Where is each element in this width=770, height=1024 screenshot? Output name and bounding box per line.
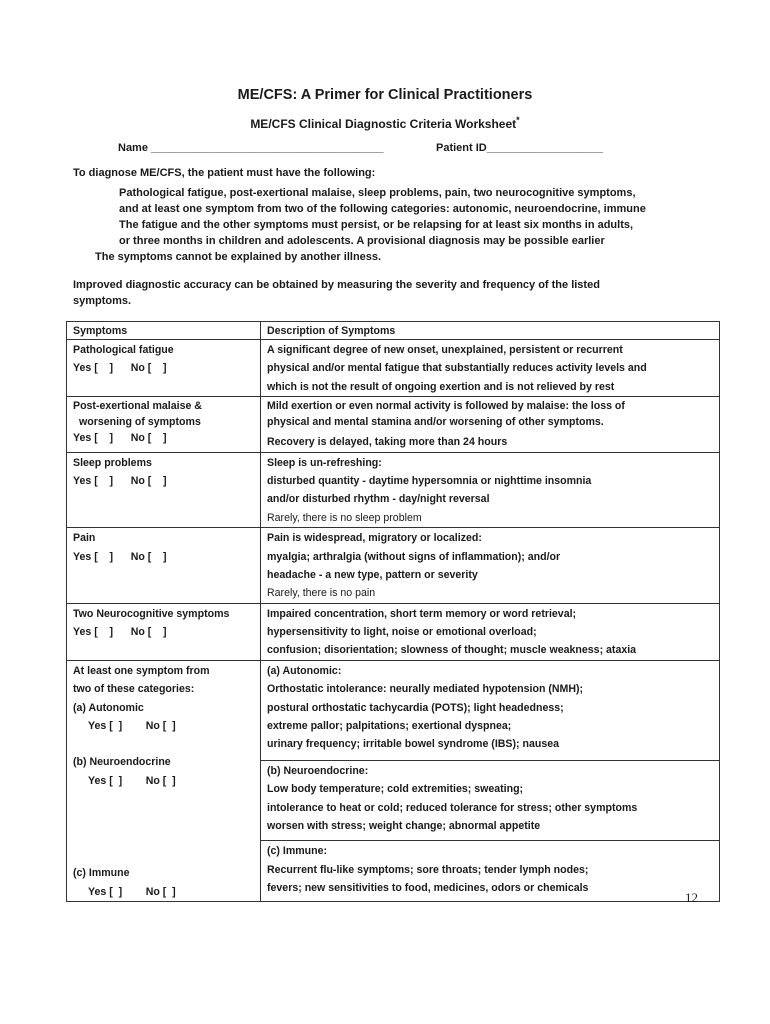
worksheet-subtitle: ME/CFS Clinical Diagnostic Criteria Worksheet* [250, 115, 520, 131]
category-label-neuroendocrine: (b) Neuroendocrine [73, 756, 171, 769]
description-line: (c) Immune: [267, 845, 328, 858]
description-line: myalgia; arthralgia (without signs of inflammation); and/or [267, 550, 561, 563]
symptoms-table [66, 321, 720, 902]
symptom-name: Sleep problems [73, 456, 152, 469]
description-line: hypersensitivity to light, noise or emotional overload; [267, 626, 537, 639]
description-line: (b) Neuroendocrine: [267, 764, 369, 777]
table-row [67, 603, 720, 660]
category-label-immune: (c) Immune [73, 867, 130, 880]
criteria-line: or three months in children and adolescents. A provisional diagnosis may be possible earlier [119, 235, 605, 247]
description-line: worsen with stress; weight change; abnormal appetite [267, 819, 541, 832]
table-row [67, 528, 720, 604]
name-field[interactable]: Name ______________________________________ [118, 142, 384, 154]
description-line: disturbed quantity - daytime hypersomnia or nighttime insomnia [267, 474, 592, 487]
criteria-line: Pathological fatigue, post-exertional malaise, sleep problems, pain, two neurocognitive symptoms, [119, 187, 636, 199]
symptom-name: Pathological fatigue [73, 344, 174, 356]
description-line: A significant degree of new onset, unexplained, persistent or recurrent [267, 344, 623, 356]
yes-no-checkbox[interactable]: Yes [ ] No [ ] [73, 626, 167, 639]
description-line: fevers; new sensitivities to food, medicines, odors or chemicals [267, 881, 589, 894]
intro-lead: To diagnose ME/CFS, the patient must have the following: [73, 167, 376, 179]
description-line: which is not the result of ongoing exertion and is not relieved by rest [267, 380, 615, 393]
description-line: physical and/or mental fatigue that substantially reduces activity levels and [267, 362, 647, 375]
col-header-symptoms: Symptoms [67, 322, 261, 340]
description-line: Mild exertion or even normal activity is followed by malaise: the loss of [267, 400, 625, 413]
categories-lead: two of these categories: [73, 683, 195, 696]
yes-no-checkbox[interactable]: Yes [ ] No [ ] [73, 550, 167, 563]
page-number: 12 [685, 890, 698, 905]
table-row [67, 452, 720, 528]
description-line: urinary frequency; irritable bowel syndrome (IBS); nausea [267, 738, 559, 751]
symptom-name: Two Neurocognitive symptoms [73, 607, 230, 620]
yes-no-checkbox[interactable]: Yes [ ] No [ ] [73, 474, 167, 487]
accuracy-note: Improved diagnostic accuracy can be obtained by measuring the severity and frequency of the listed [73, 279, 600, 291]
criteria-line: The fatigue and the other symptoms must persist, or be relapsing for at least six months in adults, [119, 219, 634, 231]
col-header-description: Description of Symptoms [261, 322, 720, 340]
criteria-line: and at least one symptom from two of the following categories: autonomic, neuroendocrine, immune [119, 203, 646, 215]
patient-id-field[interactable]: Patient ID___________________ [436, 142, 603, 154]
yes-no-checkbox[interactable]: Yes [ ] No [ ] [88, 720, 176, 733]
exclusion-note: The symptoms cannot be explained by another illness. [95, 251, 382, 263]
table-row [67, 340, 720, 397]
yes-no-checkbox[interactable]: Yes [ ] No [ ] [88, 885, 176, 898]
yes-no-checkbox[interactable]: Yes [ ] No [ ] [88, 774, 176, 787]
description-note: Rarely, there is no sleep problem [267, 511, 422, 524]
description-line: intolerance to heat or cold; reduced tolerance for stress; other symptoms [267, 801, 638, 814]
description-line: (a) Autonomic: [267, 664, 342, 677]
accuracy-note: symptoms. [73, 295, 132, 307]
description-line: headache - a new type, pattern or severity [267, 568, 478, 581]
table-row [67, 397, 720, 452]
description-line: Sleep is un-refreshing: [267, 456, 382, 469]
symptom-name: Post-exertional malaise & [73, 400, 202, 413]
description-line: postural orthostatic tachycardia (POTS); light headedness; [267, 701, 564, 714]
description-line: physical and mental stamina and/or worsening of other symptoms. [267, 416, 604, 429]
description-line: and/or disturbed rhythm - day/night reversal [267, 493, 490, 506]
category-label-autonomic: (a) Autonomic [73, 701, 144, 714]
yes-no-checkbox[interactable]: Yes [ ] No [ ] [73, 362, 167, 375]
yes-no-checkbox[interactable]: Yes [ ] No [ ] [73, 432, 167, 445]
page-title: ME/CFS: A Primer for Clinical Practitioners [237, 87, 533, 103]
description-line: Orthostatic intolerance: neurally mediated hypotension (NMH); [267, 683, 584, 696]
description-line: Recovery is delayed, taking more than 24 hours [267, 436, 508, 449]
table-row [67, 660, 720, 760]
description-line: Low body temperature; cold extremities; sweating; [267, 783, 524, 796]
symptom-name: worsening of symptoms [79, 416, 201, 429]
description-line: Recurrent flu-like symptoms; sore throats; tender lymph nodes; [267, 863, 589, 876]
description-line: Pain is widespread, migratory or localized: [267, 532, 482, 545]
description-line: confusion; disorientation; slowness of thought; muscle weakness; ataxia [267, 644, 637, 657]
symptom-name: Pain [73, 532, 96, 545]
categories-lead: At least one symptom from [73, 664, 210, 677]
description-note: Rarely, there is no pain [267, 587, 376, 600]
footnote-mark: * [516, 115, 520, 125]
table-header-row [67, 322, 720, 340]
description-line: extreme pallor; palpitations; exertional dyspnea; [267, 720, 512, 733]
description-line: Impaired concentration, short term memory or word retrieval; [267, 607, 577, 620]
